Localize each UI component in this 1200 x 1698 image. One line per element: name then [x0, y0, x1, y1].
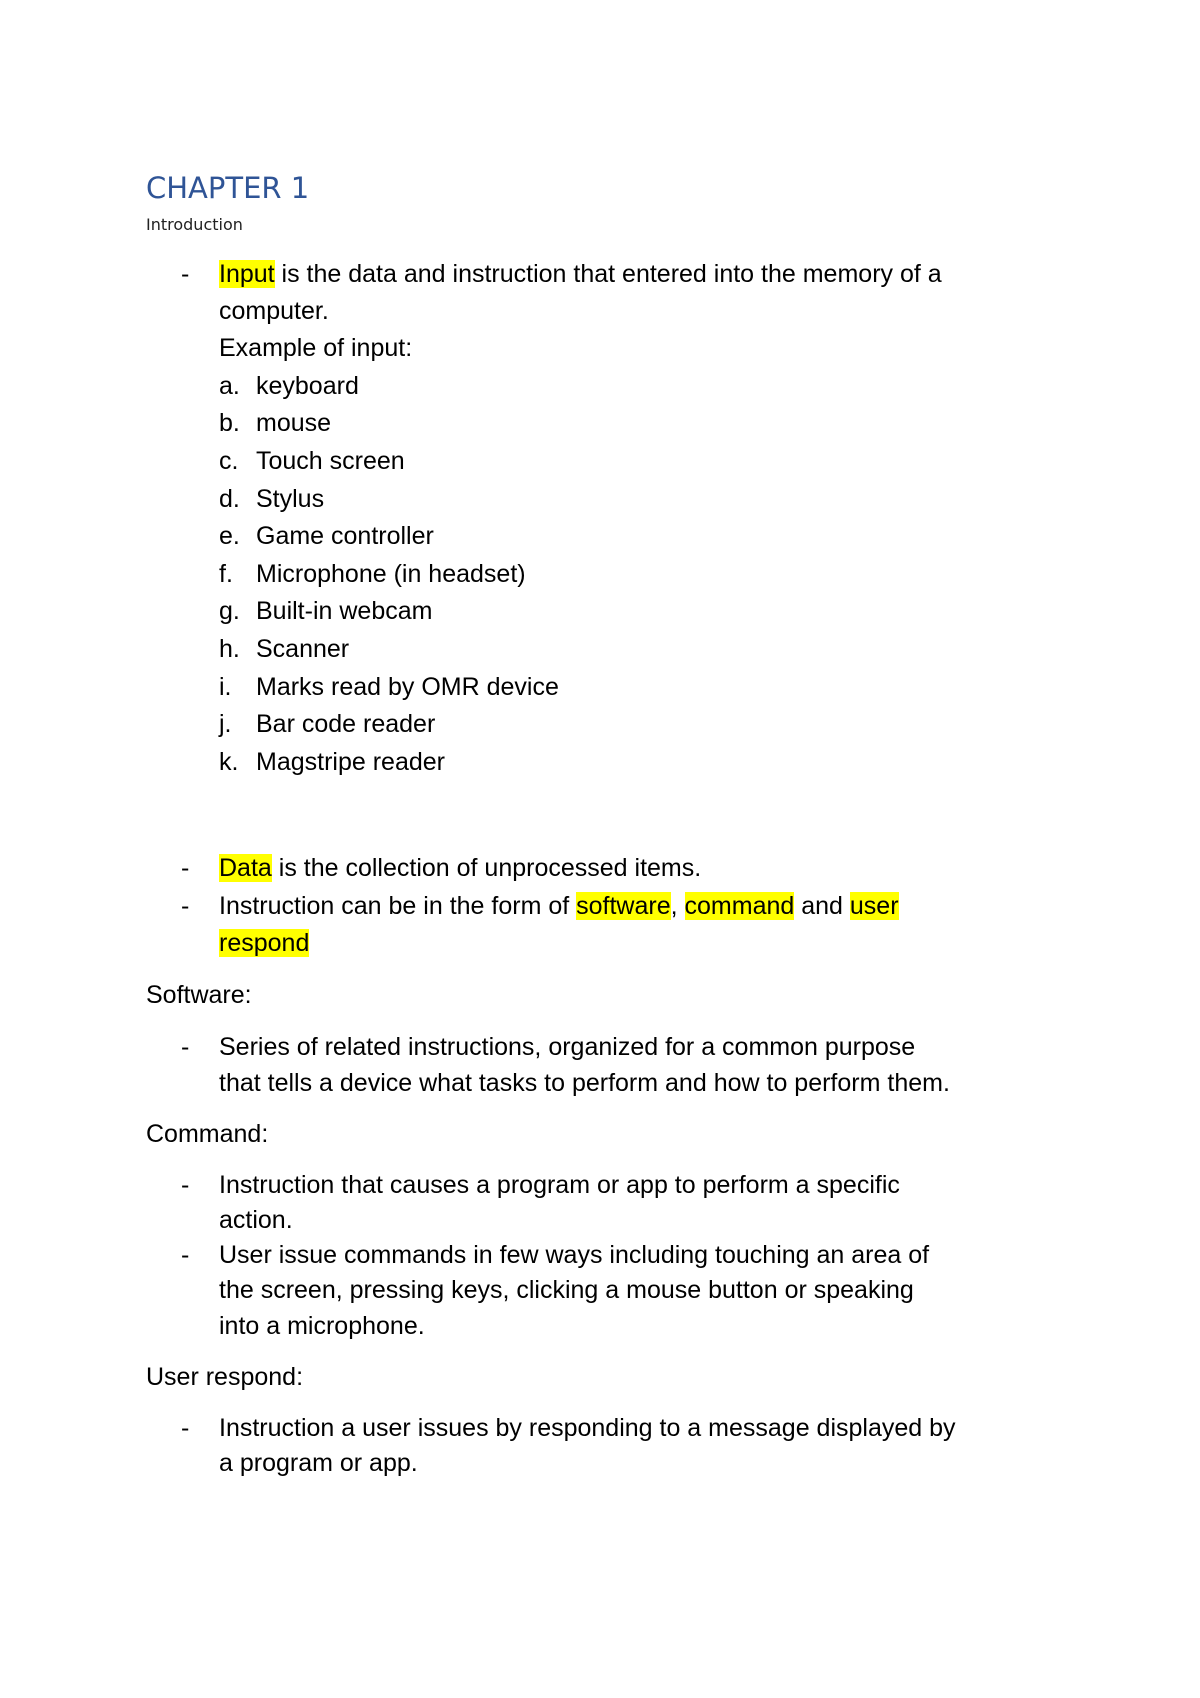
user-respond-line: a program or app. — [219, 1449, 418, 1477]
list-item-letter: h. — [219, 635, 240, 663]
list-item: Built-in webcam — [256, 597, 433, 625]
examples-label: Example of input: — [219, 334, 413, 362]
list-item: Microphone (in headset) — [256, 560, 526, 588]
list-item: Bar code reader — [256, 710, 436, 738]
list-item-letter: k. — [219, 748, 239, 776]
highlight-command: command — [684, 892, 795, 920]
instruction-forms-line — [219, 891, 899, 921]
input-definition-text: is the data and instruction that entered into the memory of a — [274, 260, 942, 288]
bullet-dash: - — [181, 1241, 190, 1269]
chapter-title: CHAPTER 1 — [146, 171, 310, 205]
bullet-dash: - — [181, 260, 190, 288]
list-item: Stylus — [256, 485, 325, 513]
list-item-letter: e. — [219, 522, 240, 550]
list-item: Scanner — [256, 635, 350, 663]
instruction-and: and — [794, 892, 850, 920]
list-item-letter: d. — [219, 485, 240, 513]
highlight-data: Data — [219, 854, 272, 882]
list-item: keyboard — [256, 372, 359, 400]
list-item: Marks read by OMR device — [256, 673, 559, 701]
data-definition-line — [219, 853, 701, 883]
bullet-dash: - — [181, 1171, 190, 1199]
highlight-software: software — [576, 892, 671, 920]
instruction-sep: , — [670, 892, 685, 920]
bullet-dash: - — [181, 1414, 190, 1442]
bullet-dash: - — [181, 892, 190, 920]
list-item: Game controller — [256, 522, 434, 550]
command-bullet-line: into a microphone. — [219, 1312, 425, 1340]
software-heading: Software: — [146, 981, 252, 1009]
list-item-letter: g. — [219, 597, 240, 625]
list-item: mouse — [256, 409, 332, 437]
list-item-letter: j. — [219, 710, 232, 738]
input-definition-line — [219, 259, 942, 289]
instruction-prefix: Instruction can be in the form of — [219, 892, 577, 920]
software-definition-line: that tells a device what tasks to perform and how to perform them. — [219, 1069, 950, 1097]
list-item-letter: b. — [219, 409, 240, 437]
chapter-subtitle: Introduction — [146, 215, 243, 234]
command-bullet-line: User issue commands in few ways including touching an area of — [219, 1241, 930, 1269]
software-definition-line: Series of related instructions, organized for a common purpose — [219, 1033, 916, 1061]
input-definition-cont: computer. — [219, 297, 329, 325]
highlight-respond: respond — [219, 929, 310, 957]
list-item-letter: a. — [219, 372, 240, 400]
user-respond-heading: User respond: — [146, 1363, 304, 1391]
command-bullet-line: Instruction that causes a program or app to perform a specific — [219, 1171, 900, 1199]
list-item: Magstripe reader — [256, 748, 445, 776]
list-item: Touch screen — [256, 447, 405, 475]
bullet-dash: - — [181, 854, 190, 882]
bullet-dash: - — [181, 1033, 190, 1061]
list-item-letter: i. — [219, 673, 232, 701]
user-respond-line: Instruction a user issues by responding to a message displayed by — [219, 1414, 956, 1442]
list-item-letter: c. — [219, 447, 239, 475]
data-definition-text: is the collection of unprocessed items. — [271, 854, 702, 882]
list-item-letter: f. — [219, 560, 233, 588]
command-heading: Command: — [146, 1120, 269, 1148]
command-bullet-line: the screen, pressing keys, clicking a mouse button or speaking — [219, 1276, 914, 1304]
highlight-user: user — [849, 892, 899, 920]
instruction-forms-cont — [219, 928, 309, 958]
highlight-input: Input — [219, 260, 275, 288]
command-bullet-line: action. — [219, 1206, 293, 1234]
